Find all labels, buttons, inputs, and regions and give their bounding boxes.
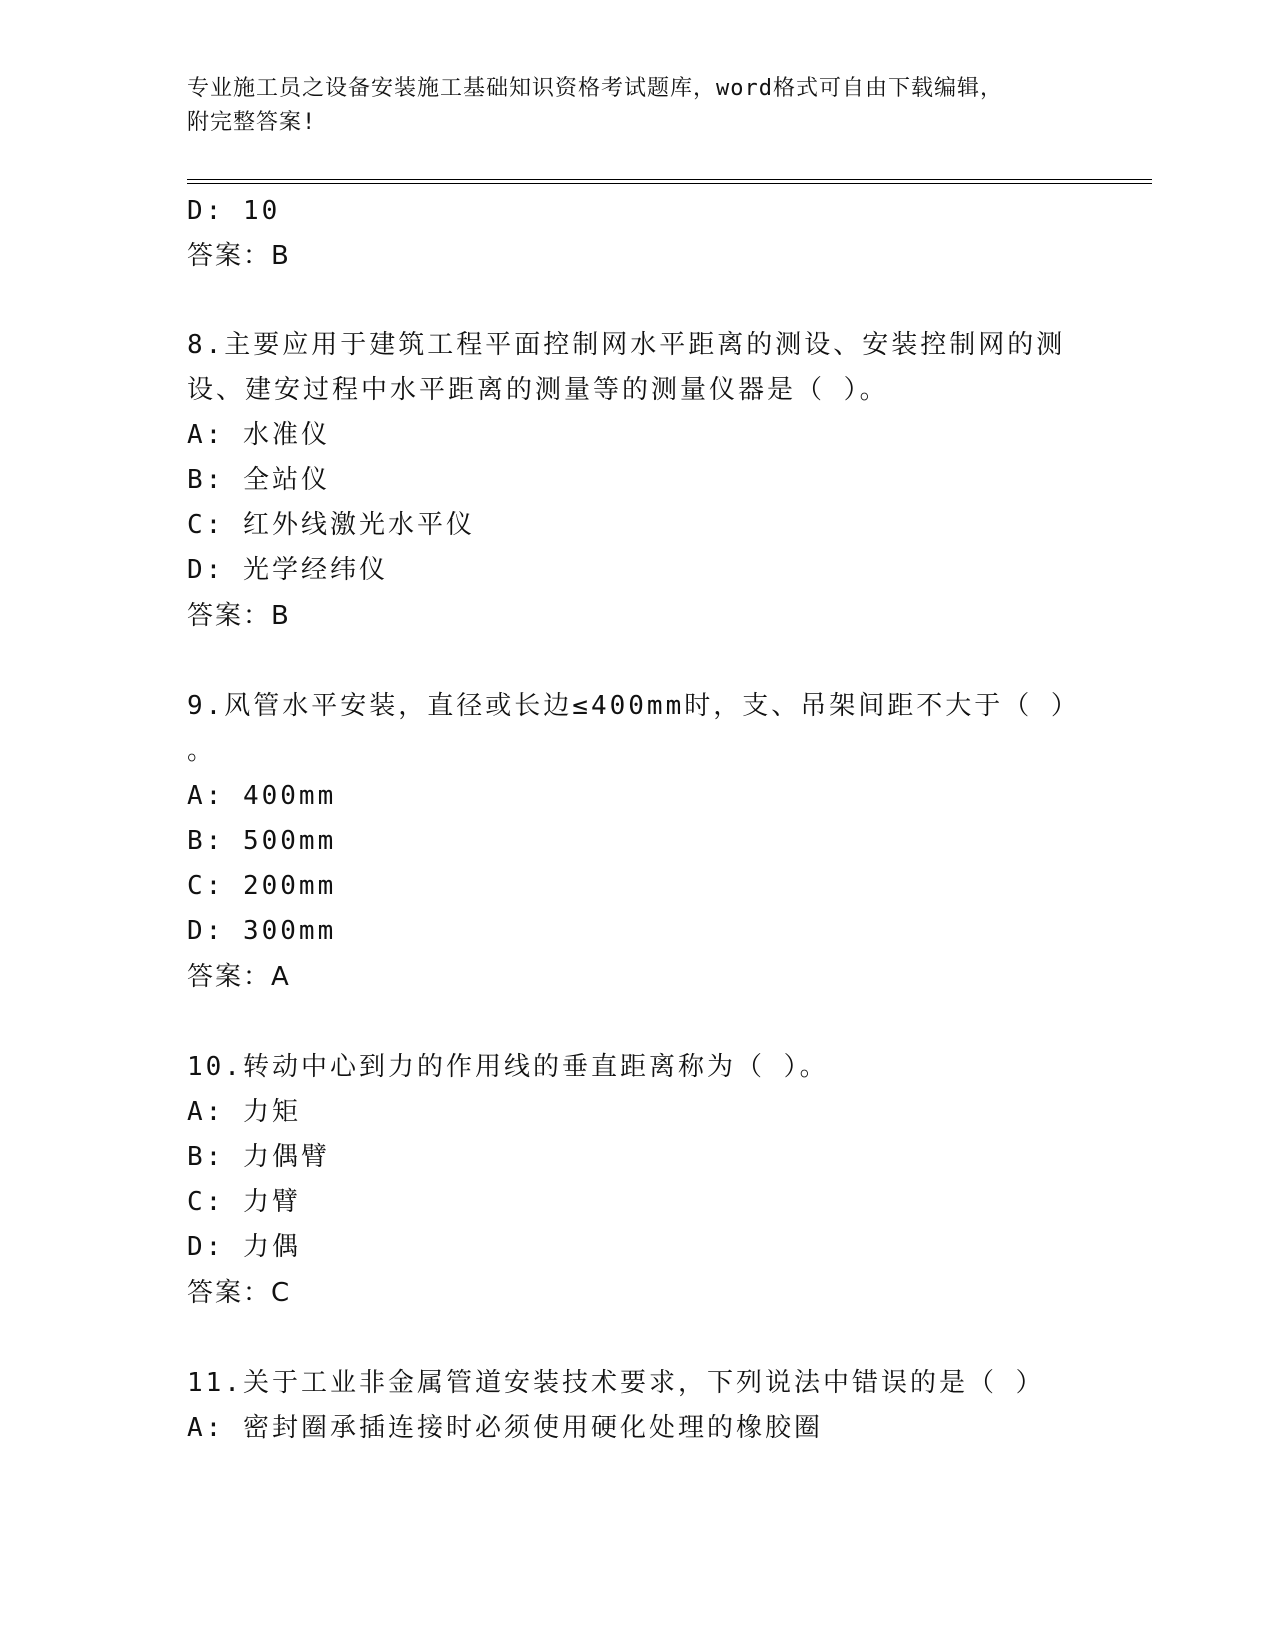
q8-stem-line-1: 8.主要应用于建筑工程平面控制网水平距离的测设、安装控制网的测 <box>187 330 1066 360</box>
q9-stem-line-2: 。 <box>187 736 217 766</box>
header-divider-bottom <box>187 183 1152 184</box>
q11-option-a: A: 密封圈承插连接时必须使用硬化处理的橡胶圈 <box>187 1413 823 1443</box>
q10-stem-line-1: 10.转动中心到力的作用线的垂直距离称为（ ）。 <box>187 1052 829 1082</box>
q8-option-c: C: 红外线激光水平仪 <box>187 510 475 540</box>
q9-answer: 答案：A <box>187 962 291 992</box>
q9-option-a: A: 400mm <box>187 781 337 811</box>
q11-stem-line-1: 11.关于工业非金属管道安装技术要求，下列说法中错误的是（ ） <box>187 1368 1045 1398</box>
q10-option-b: B: 力偶臂 <box>187 1142 330 1172</box>
prev-answer: 答案：B <box>187 241 291 271</box>
q8-answer: 答案：B <box>187 601 291 631</box>
q9-stem-line-1: 9.风管水平安装，直径或长边≤400mm时，支、吊架间距不大于（ ） <box>187 691 1080 721</box>
q8-stem-line-2: 设、建安过程中水平距离的测量等的测量仪器是（ ）。 <box>187 375 889 405</box>
prev-option-d: D: 10 <box>187 196 281 226</box>
q9-option-d: D: 300mm <box>187 916 337 946</box>
header-divider-top <box>187 179 1152 180</box>
q9-option-c: C: 200mm <box>187 871 337 901</box>
q10-option-a: A: 力矩 <box>187 1097 301 1127</box>
q8-option-d: D: 光学经纬仪 <box>187 555 388 585</box>
q9-option-b: B: 500mm <box>187 826 337 856</box>
q8-option-a: A: 水准仪 <box>187 420 330 450</box>
q10-answer: 答案：C <box>187 1278 292 1308</box>
q8-option-b: B: 全站仪 <box>187 465 330 495</box>
header-title-line-1: 专业施工员之设备安装施工基础知识资格考试题库，word格式可自由下载编辑， <box>187 76 1003 101</box>
q10-option-d: D: 力偶 <box>187 1232 301 1262</box>
header-title-line-2: 附完整答案! <box>187 110 317 135</box>
page-header <box>187 72 1087 140</box>
q10-option-c: C: 力臂 <box>187 1187 301 1217</box>
